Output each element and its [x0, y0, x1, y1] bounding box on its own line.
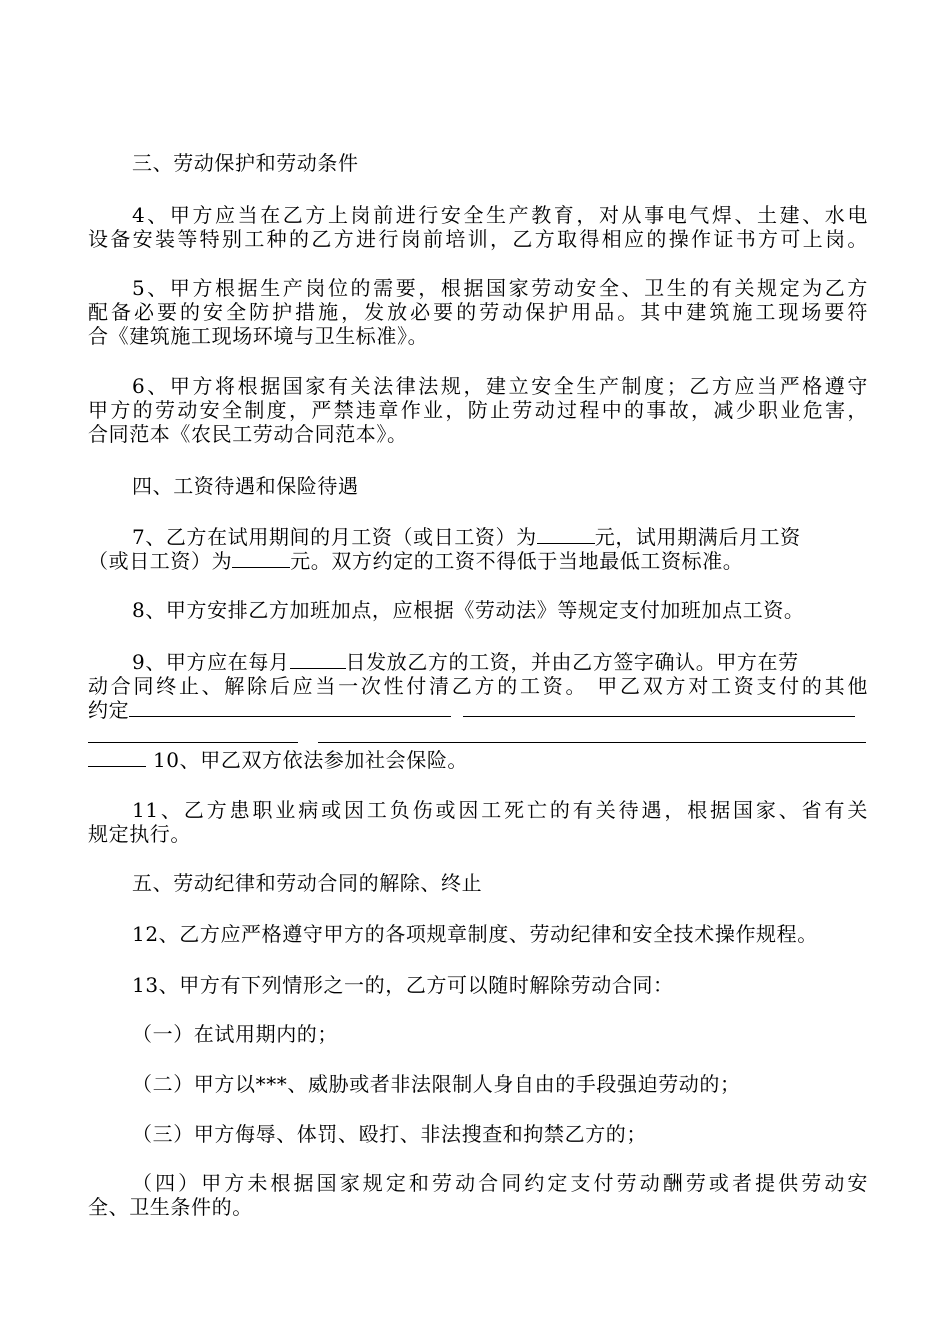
clause-9-text-b: 日发放乙方的工资，并由乙方签字确认。甲方在劳	[345, 650, 799, 674]
list-item-2: （二）甲方以***、威胁或者非法限制人身自由的手段强迫劳动的；	[132, 1072, 741, 1096]
clause-5: 5、甲方根据生产岗位的需要，根据国家劳动安全、卫生的有关规定为乙方 配备必要的安全防护措施，发放必要的劳动保护用品。其中建筑施工现场要符 合《建筑施工现场环境与卫生标准》。	[88, 276, 868, 348]
clause-7-text-b: 元，试用期满后月工资	[594, 525, 801, 549]
section-heading-labor-protection: 三、劳动保护和劳动条件	[132, 151, 359, 175]
section-heading-wages: 四、工资待遇和保险待遇	[132, 474, 359, 498]
clause-6: 6、甲方将根据国家有关法律法规，建立安全生产制度；乙方应当严格遵守 甲方的劳动安全制度，严禁违章作业，防止劳动过程中的事故，减少职业危害， 合同范本《农民工劳动合同范本》。	[88, 374, 868, 446]
clause-7	[88, 525, 868, 573]
clause-9-text-a: 9、甲方应在每月	[132, 650, 290, 674]
clause-9: 9、甲方应在每月 日发放乙方的工资，并由乙方签字确认。甲方在劳 动合同终止、解除后应当一次性付清乙方的工资。 甲乙双方对工资支付的其他 约定 10、甲乙双方依法参加社会保险。	[88, 650, 868, 772]
clause-13: 13、甲方有下列情形之一的，乙方可以随时解除劳动合同：	[132, 973, 674, 997]
list-item-4: （四）甲方未根据国家规定和劳动合同约定支付劳动酬劳或者提供劳动安 全、卫生条件的。	[88, 1171, 868, 1219]
list-item-3: （三）甲方侮辱、体罚、殴打、非法搜查和拘禁乙方的；	[132, 1122, 647, 1146]
other-agreement-blank-5[interactable]	[88, 748, 146, 767]
clause-8: 8、甲方安排乙方加班加点，应根据《劳动法》等规定支付加班加点工资。	[132, 598, 805, 622]
clause-7-text-a: 7、乙方在试用期间的月工资（或日工资）为	[132, 525, 537, 549]
clause-12: 12、乙方应严格遵守甲方的各项规章制度、劳动纪律和安全技术操作规程。	[132, 922, 818, 946]
post-probation-wage-blank[interactable]	[232, 549, 290, 568]
clause-9-text-c: 约定	[88, 698, 130, 722]
other-agreement-blank-4[interactable]	[318, 724, 866, 743]
payday-blank[interactable]	[290, 650, 346, 669]
list-item-1: （一）在试用期内的；	[132, 1022, 338, 1046]
monthly-wage-blank[interactable]	[537, 525, 595, 544]
clause-4: 4、甲方应当在乙方上岗前进行安全生产教育，对从事电气焊、土建、水电 设备安装等特别工种的乙方进行岗前培训，乙方取得相应的操作证书方可上岗。	[88, 203, 868, 251]
other-agreement-blank-3[interactable]	[88, 724, 298, 743]
clause-7-text-c: （或日工资）为	[88, 549, 233, 573]
clause-10-inline: 10、甲乙双方依法参加社会保险。	[152, 748, 469, 772]
other-agreement-blank-2[interactable]	[463, 698, 855, 717]
clause-11: 11、乙方患职业病或因工负伤或因工死亡的有关待遇，根据国家、省有关 规定执行。	[88, 798, 868, 846]
other-agreement-blank-1[interactable]	[129, 698, 451, 717]
section-heading-discipline: 五、劳动纪律和劳动合同的解除、终止	[132, 871, 483, 895]
clause-7-text-d: 元。双方约定的工资不得低于当地最低工资标准。	[290, 549, 744, 573]
